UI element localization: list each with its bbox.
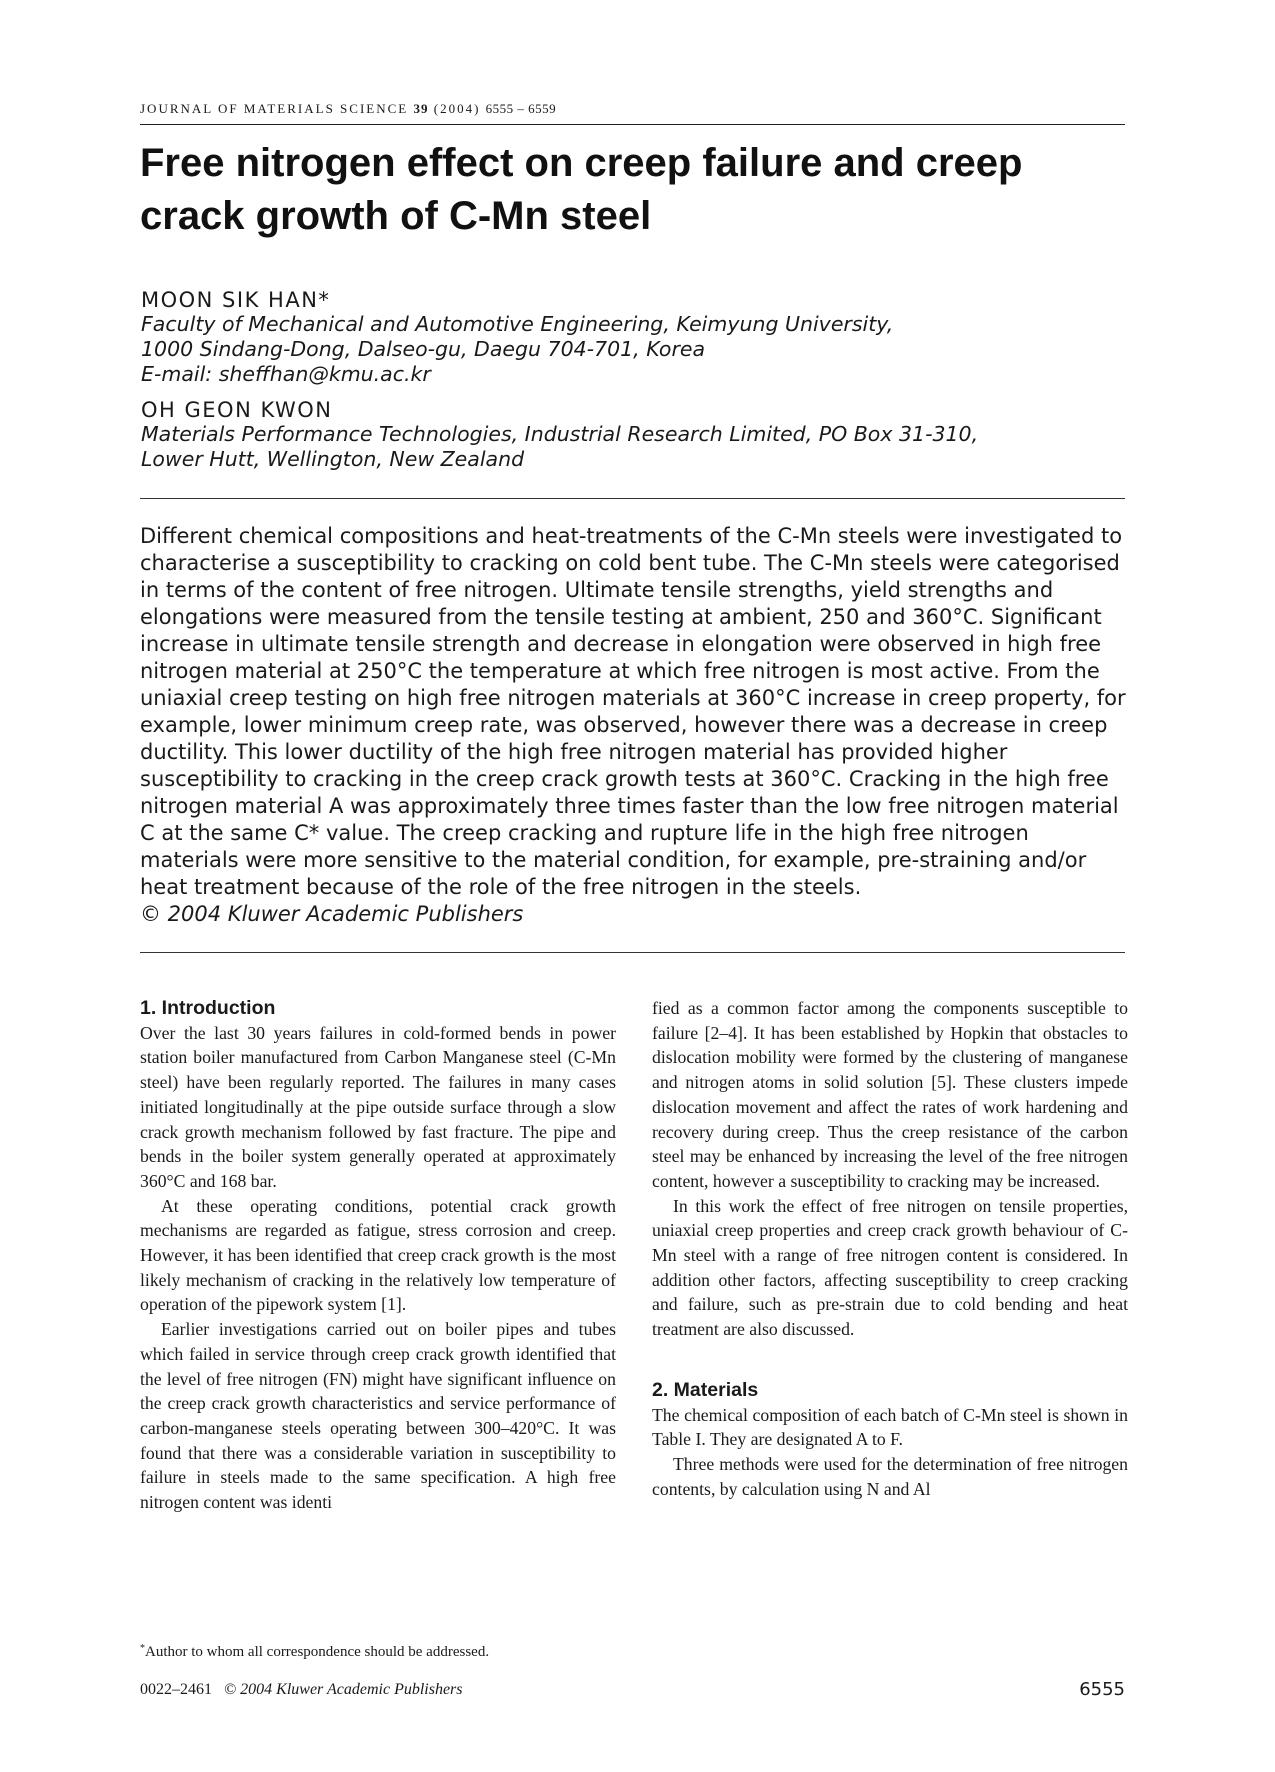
abstract-text: Different chemical compositions and heat-treatments of the C-Mn steels were investigated to characterise a susceptibility to cracking on cold bent tube. The C-Mn steels were categorised in terms of the content of free nitrogen. Ultimate tensile strengths, yield strengths and elongations were measured from the tensile testing at ambient, 250 and 360°C. Significant increase in ultimate tensile strength and decrease in elongation were observed in high free nitrogen material at 250°C the temperature at which free nitrogen is most active. From the uniaxial creep testing on high free nitrogen materials at 360°C increase in creep property, for example, lower minimum creep rate, was observed, however there was a decrease in creep ductility. This lower ductility of the high free nitrogen material has provided higher susceptibility to cracking in the creep crack growth tests at 360°C. Cracking in the high free nitrogen material A was approximately three times faster than the low free nitrogen material C at the same C* value. The creep cracking and rupture life in the high free nitrogen materials were more sensitive to the material condition, for example, pre-straining and/or heat treatment because of the role of the free nitrogen in the steels. <box>140 524 1126 899</box>
footnote-text: Author to whom all correspondence should be addressed. <box>145 1644 490 1660</box>
author-name: OH GEON KWON <box>141 398 333 422</box>
footnote <box>140 1643 489 1661</box>
body-column-left <box>140 996 616 1515</box>
footer-copyright: © 2004 Kluwer Academic Publishers <box>224 1681 463 1698</box>
paragraph: Earlier investigations carried out on boiler pipes and tubes which failed in service through creep crack growth identified that the level of free nitrogen (FN) might have significant influence on the creep crack growth characteristics and service performance of carbon-manganese steels operating between 300–420°C. It was found that there was a considerable variation in susceptibility to failure in steels made to the same specification. A high free nitrogen content was identi <box>140 1319 616 1513</box>
issn: 0022–2461 <box>140 1681 212 1698</box>
affiliation-line: 1000 Sindang-Dong, Dalseo-gu, Daegu 704-701, Korea <box>141 337 706 361</box>
section-heading: 1. Introduction <box>140 997 276 1019</box>
paragraph: Three methods were used for the determination of free nitrogen contents, by calculation using N and Al <box>652 1453 1128 1499</box>
paper-title: Free nitrogen effect on creep failure and creep crack growth of C-Mn steel <box>140 141 1023 238</box>
paragraph: fied as a common factor among the components susceptible to failure [2–4]. It has been established by Hopkin that obstacles to dislocation mobility were formed by the clustering of manganese and nitrogen atoms in solid solution [5]. These clusters impede dislocation movement and affect the rates of work hardening and recovery during creep. Thus the creep resistance of the carbon steel may be enhanced by increasing the level of the free nitrogen content, however a susceptibility to cracking may be increased. <box>652 998 1128 1191</box>
footnote-mark: * <box>140 1643 145 1654</box>
page-number: 6555 <box>1079 1679 1125 1700</box>
abstract-copyright: © 2004 Kluwer Academic Publishers <box>140 902 524 926</box>
affiliation-line: Materials Performance Technologies, Industrial Research Limited, PO Box 31-310, <box>141 422 979 446</box>
journal-year: (2004) <box>433 101 481 116</box>
author-affiliation <box>141 312 893 387</box>
journal-volume: 39 <box>413 101 429 116</box>
author-email: E-mail: sheffhan@kmu.ac.kr <box>141 362 431 386</box>
paragraph: At these operating conditions, potential crack growth mechanisms are regarded as fatigue, stress corrosion and creep. However, it has been identified that creep crack growth is the most likely mechanism of cracking in the relatively low temperature of operation of the pipework system [1]. <box>140 1195 616 1315</box>
affiliation-line: Lower Hutt, Wellington, New Zealand <box>141 447 525 471</box>
journal-name: JOURNAL OF MATERIALS SCIENCE <box>140 101 409 116</box>
affiliation-line: Faculty of Mechanical and Automotive Engineering, Keimyung University, <box>141 312 894 336</box>
author-name: MOON SIK HAN* <box>141 288 331 312</box>
section-heading: 2. Materials <box>652 1378 759 1401</box>
footer-issn <box>140 1681 463 1699</box>
paragraph: In this work the effect of free nitrogen on tensile properties, uniaxial creep properties and creep crack growth behaviour of C-Mn steel with a range of free nitrogen content is considered. In addition other factors, affecting susceptibility to creep cracking and failure, such as pre-strain due to cold bending and heat treatment are also discussed. <box>652 1195 1128 1340</box>
divider <box>140 952 1125 953</box>
paragraph: Over the last 30 years failures in cold-formed bends in power station boiler manufactured from Carbon Manganese steel (C-Mn steel) have been regularly reported. The failures in many cases initiated longitudinally at the pipe outside surface through a slow crack growth mechanism followed by fast fracture. The pipe and bends in the boiler system generally operated at approximately 360°C and 168 bar. <box>140 1022 616 1191</box>
journal-pages: 6555 – 6559 <box>485 101 557 116</box>
body-column-right <box>652 996 1128 1501</box>
author-affiliation <box>141 422 978 472</box>
paragraph: The chemical composition of each batch of C-Mn steel is shown in Table I. They are designated A to F. <box>652 1404 1128 1450</box>
divider <box>140 498 1125 499</box>
abstract <box>140 523 1130 928</box>
header-rule <box>140 124 1125 125</box>
running-head <box>140 101 1120 117</box>
